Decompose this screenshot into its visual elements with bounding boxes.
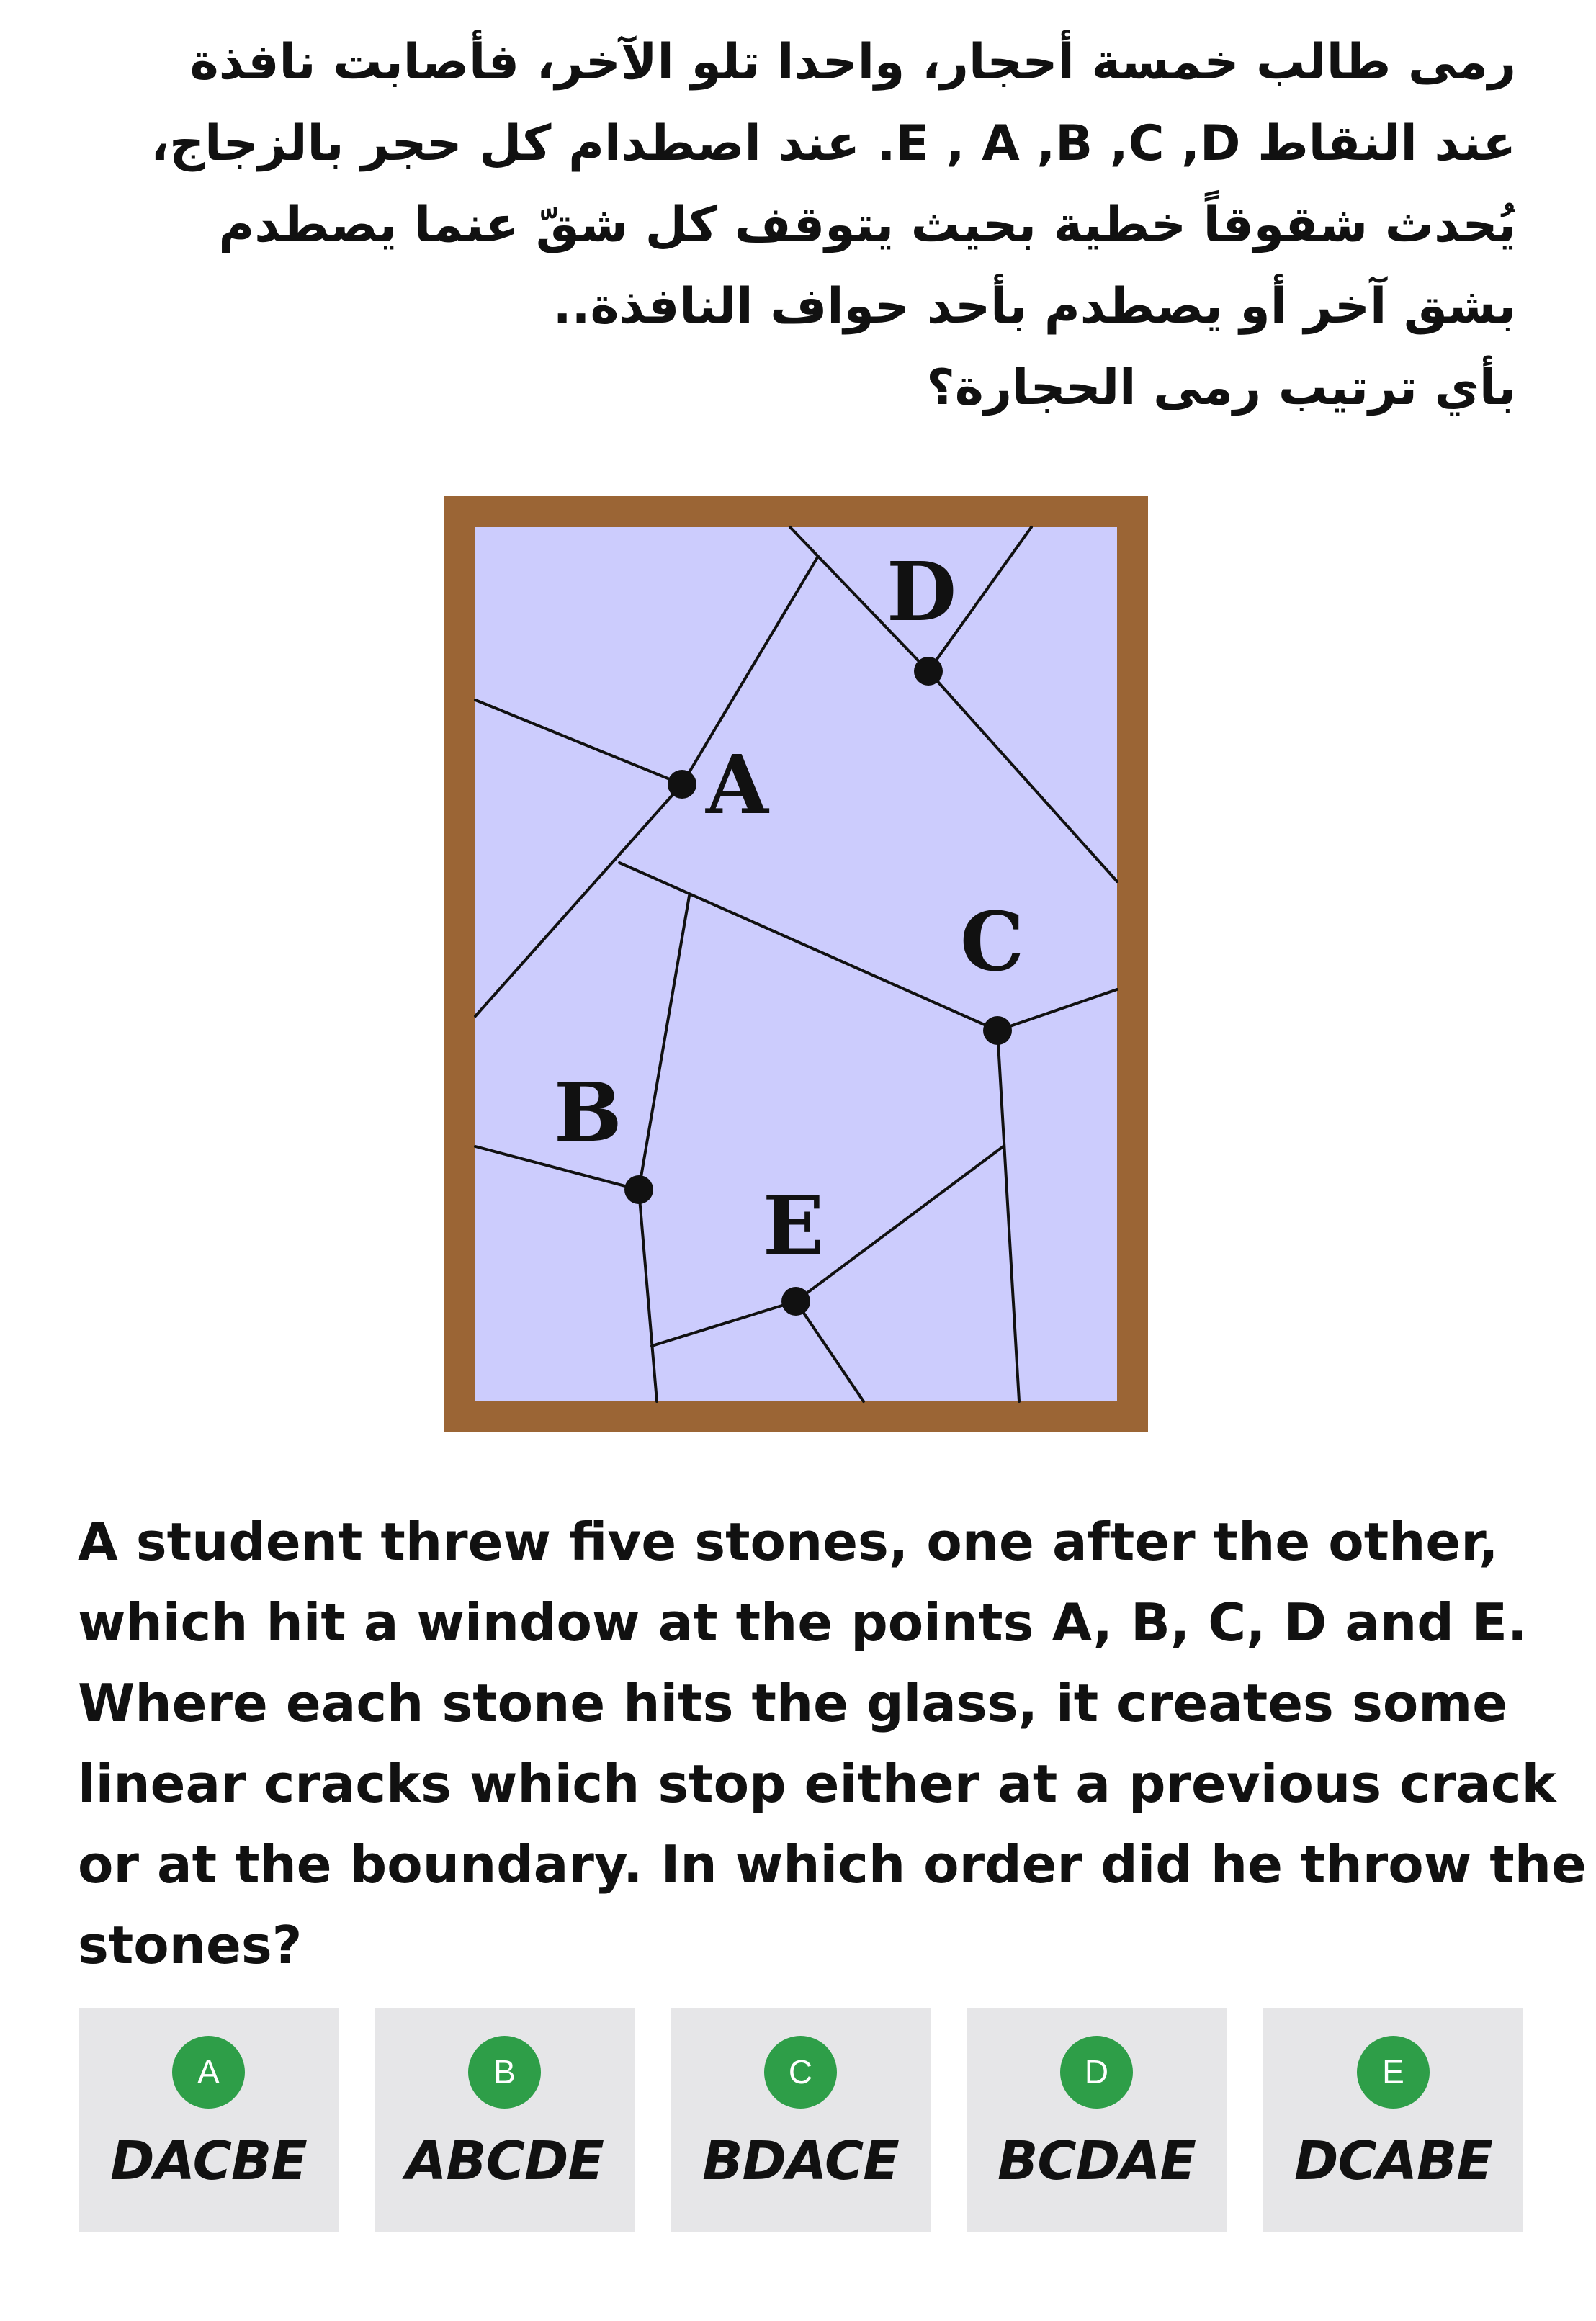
option-d-button[interactable] (967, 2008, 1227, 2232)
option-c-button[interactable] (671, 2008, 931, 2232)
option-answer-text: BDACE (702, 2130, 899, 2192)
option-letter-badge: A (172, 2036, 245, 2109)
question-arabic-line: يُحدث شقوقاً خطية بحيث يتوقف كل شقّ عنما يصطدم (218, 197, 1516, 253)
question-arabic-line: رمى طالب خمسة أحجار، واحدا تلو الآخر، فأصابت نافذة (189, 34, 1516, 91)
point-label-e: E (763, 1179, 825, 1273)
option-letter-badge: B (468, 2036, 541, 2109)
impact-point-c (983, 1016, 1012, 1045)
option-e-button[interactable] (1263, 2008, 1523, 2232)
question-english-line: A student threw five stones, one after the other, (78, 1512, 1499, 1572)
question-arabic-line: عند النقاط E , A ,B ,C ,D. عند اصطدام كل حجر بالزجاج، (151, 115, 1516, 172)
option-answer-text: DACBE (110, 2130, 307, 2192)
point-label-d: D (887, 545, 957, 639)
point-label-b: B (554, 1066, 622, 1160)
option-letter-badge: E (1357, 2036, 1430, 2109)
option-a-button[interactable] (79, 2008, 339, 2232)
option-answer-text: DCABE (1294, 2130, 1492, 2192)
question-arabic-line: بشق آخر أو يصطدم بأحد حواف النافذة.. (552, 278, 1516, 335)
question-english-line: stones? (78, 1915, 302, 1975)
impact-point-a (668, 770, 696, 799)
answer-options (79, 2008, 1523, 2232)
impact-point-e (781, 1287, 810, 1316)
question-english-line: which hit a window at the points A, B, C, D and E. (78, 1592, 1528, 1653)
question-arabic-line: بأي ترتيب رمى الحجارة؟ (926, 359, 1516, 416)
question-english-line: Where each stone hits the glass, it creates some (78, 1673, 1508, 1733)
impact-point-d (914, 657, 943, 686)
question-arabic (79, 22, 1516, 428)
option-letter-badge: D (1060, 2036, 1133, 2109)
option-answer-text: ABCDE (405, 2130, 604, 2192)
option-letter-badge: C (764, 2036, 837, 2109)
window-diagram (444, 496, 1148, 1432)
option-answer-text: BCDAE (998, 2130, 1196, 2192)
window-diagram-svg (444, 496, 1148, 1432)
point-label-c: C (960, 895, 1025, 989)
question-english (78, 1501, 1587, 1985)
point-label-a: A (706, 738, 768, 832)
impact-point-b (624, 1175, 653, 1204)
option-b-button[interactable] (375, 2008, 635, 2232)
question-english-line: or at the boundary. In which order did he throw the (78, 1834, 1587, 1895)
question-english-line: linear cracks which stop either at a previous crack (78, 1754, 1556, 1814)
